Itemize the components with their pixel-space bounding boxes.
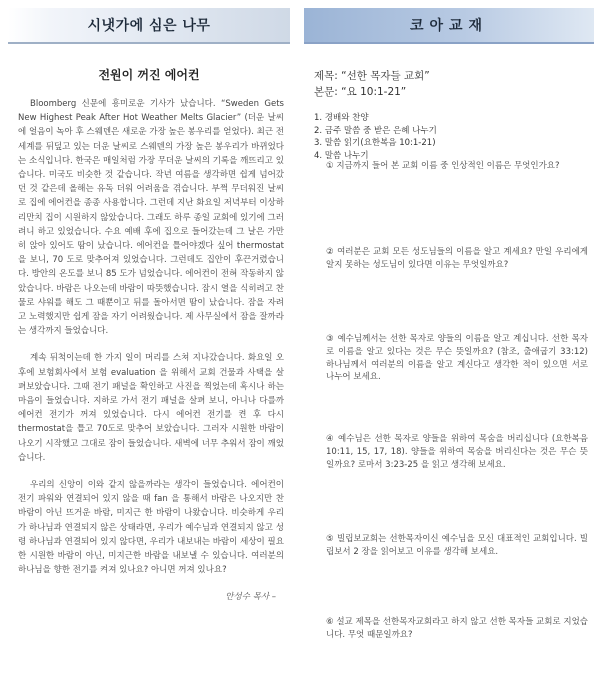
question-6: ⑥ 설교 제목을 선한목자교회라고 하지 않고 선한 목자들 교회로 지었습니다. 무엇 때문일까요? [326, 617, 588, 640]
question-3: ③ 예수님께서는 선한 목자로 양들의 이름을 알고 계십니다. 선한 목자로 이름을 알고 있다는 것은 무슨 뜻일까요? (참조, 출애굽기 33:12) 하나님께서 여러분의 이름을 알고 계신다고 생각한 적이 있으면 서로 나누어 보세요. [326, 334, 588, 383]
left-banner: 시냇가에 심은 나무 [8, 8, 290, 44]
outline-item: 3. 말씀 읽기(요한복음 10:1-21) [314, 138, 436, 148]
right-column [304, 8, 594, 668]
author-signature: 안성수 목사 – [225, 591, 276, 602]
lesson-outline [314, 112, 594, 162]
right-banner: 코아교재 [304, 8, 594, 44]
left-column [8, 8, 290, 602]
question-5: ⑤ 빌립보교회는 선한목자이신 예수님을 모신 대표적인 교회입니다. 빌립보서 2 장을 읽어보고 이유를 생각해 보세요. [326, 534, 588, 557]
article-title: 전원이 꺼진 에어컨 [98, 68, 200, 82]
question-4: ④ 예수님은 선한 목자로 양들을 위하여 목숨을 버리십니다 (요한복음 10:11, 15, 17, 18). 양들을 위하여 목숨을 버리신다는 것은 무슨 뜻일까요? 로마서 3:23-25 을 읽고 생각해 보세요. [326, 434, 588, 470]
lesson-scripture: 본문: “요 10:1-21” [314, 86, 407, 98]
question-1: ① 지금까지 들어 본 교회 이름 중 인상적인 이름은 무엇인가요? [326, 161, 560, 171]
lesson-meta [314, 68, 594, 100]
lesson-subject: 제목: “선한 목자들 교회” [314, 70, 430, 82]
outline-item: 2. 금주 말씀 중 받은 은혜 나누기 [314, 125, 437, 136]
outline-item: 1. 경배와 찬양 [314, 113, 369, 123]
outline-item: 4. 말씀 나누기 [314, 150, 369, 161]
article-paragraph-1: Bloomberg 신문에 흥미로운 기사가 났습니다. “Sweden Gets New Highest Peak After Hot Weather Melts Glacier” (더운 날씨에 얼음이 녹아 후 스웨덴은 새로운 가장 높은 봉우리를 얻었다). 최근 전 세계를 뒤덮고 있는 더운 날씨로 스웨덴의 가장 높은 봉우리가 바뀌었다는 소식입니다. 한국은 매일처럼 가장 무더운 날씨의 기록을 깨뜨리고 있습니다. 미국도 비슷한 것 같습니다. 작년 여름을 생각하면 쉽게 넘어갔던 것 같은데 올해는 유독 더워 어려움을 겪습니다. 부쩍 무더워진 날씨로 집에 에어컨을 종종 사용합니다. 그런데 지난 화요일 저녁부터 이상하리만치 집이 시원하지 않았습니다. 그래도 하루 종일 교회에 있기에 그러려니 하고 있었습니다. 수요 예배 후에 집으로 들어갔는데 그 날은 가만히 앉아 있어도 땀이 났습니다. 에어컨을 틀어야겠다 싶어 thermostat 을 보니, 70 도로 맞추어져 있었습니다. 그런데도 집안이 후끈거렸습니다. 방안의 온도를 보니 85 도가 넘었습니다. 에어컨이 전혀 작동하지 않았습니다. 바람은 나오는데 바람이 따뜻했습니다. 잠시 열을 식히려고 찬물로 샤워를 해도 그 때뿐이고 뒤를 돌아서면 땀이 났습니다. 잠을 자려고 노력했지만 쉽게 잠을 자기 어려웠습니다. 제 사무실에서 잠을 잘까라는 생각까지 들었습니다. [18, 99, 284, 337]
article-paragraph-3: 우리의 신앙이 이와 같지 않을까라는 생각이 들었습니다. 에어컨이 전기 파워와 연결되어 있지 않을 때 fan 을 통해서 바람은 나오지만 찬 바람이 아닌 뜨거운 바람, 미지근 한 바람이 나왔습니다. 비슷하게 우리가 하나님과 연결되지 않은 상태라면, 우리가 예수님과 연결되지 않고 성령 하나님과 연결되어 있지 않다면, 우리가 내보내는 바람이 세상이 필요한 시원한 바람이 아닌, 미지근한 바람을 내보낼 수 있습니다. 여러분의 하나님을 향한 전기를 켜져 있나요? 아니면 꺼져 있나요? [18, 480, 284, 576]
article-paragraph-2: 계속 뒤척이는데 한 가지 일이 머리를 스쳐 지나갔습니다. 화요일 오후에 보험회사에서 보험 evaluation 을 위해서 교회 건물과 사택을 살펴보았습니다. 그때 전기 패널을 확인하고 사진을 찍었는데 혹시나 하는 마음이 들었습니다. 지하로 가서 전기 패널을 살펴 보니, 아니나 다를까 에어컨 전기가 꺼져 있었습니다. 다시 에어컨 전기를 켠 후 다시 thermostat을 틀고 70도로 맞추어 보았습니다. 그러자 시원한 바람이 나오기 시작했고 그대로 잠이 들었습니다. 새벽에 너무 추워서 잠이 깨었습니다. [18, 353, 284, 463]
question-2: ② 여러분은 교회 모든 성도님들의 이름을 알고 계세요? 만일 우리에게 알지 못하는 성도님이 있다면 이유는 무엇일까요? [326, 247, 588, 270]
